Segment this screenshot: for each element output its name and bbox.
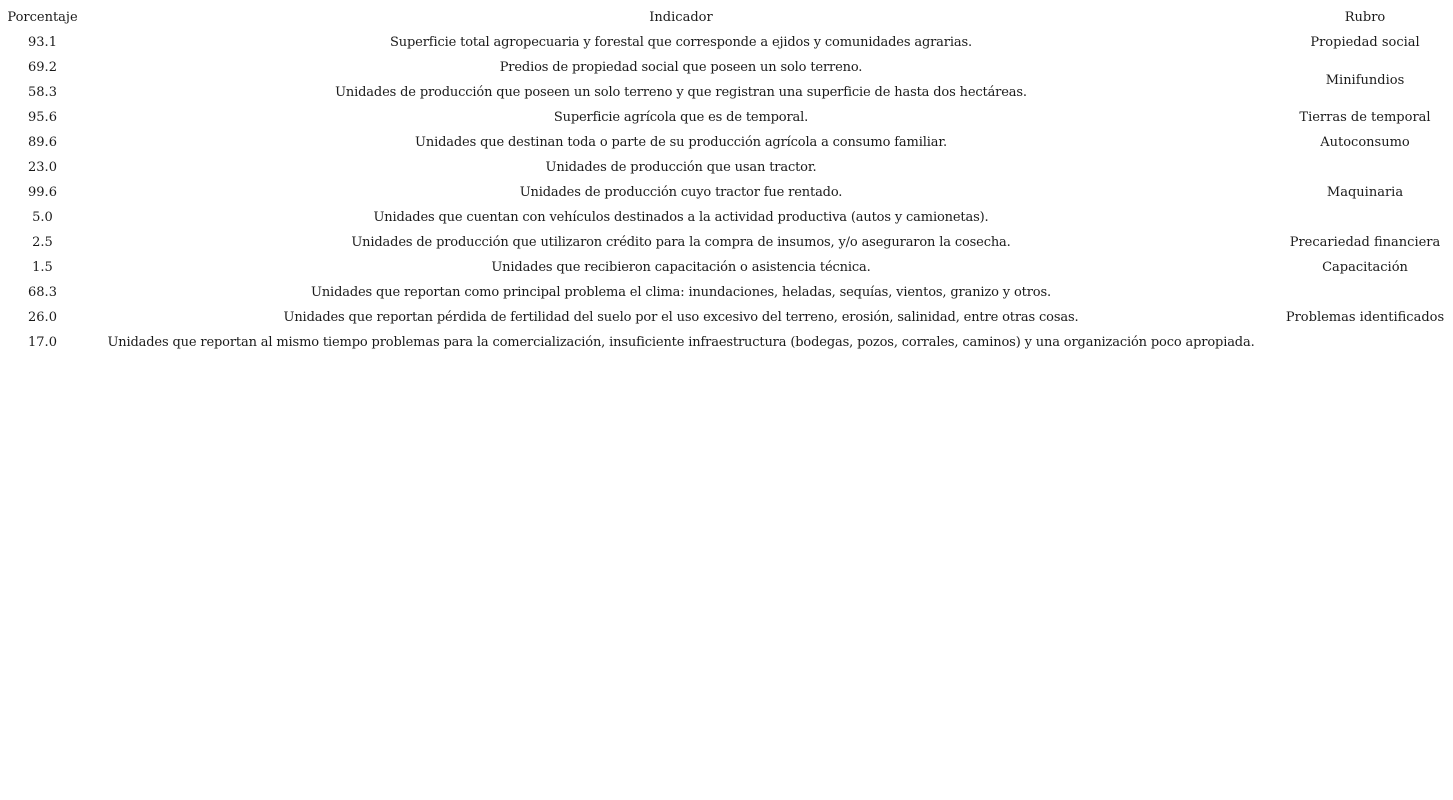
percentage-cell: 69.2 <box>28 60 57 75</box>
header-percentage: Porcentaje <box>7 9 78 25</box>
indicator-cell: Unidades de producción cuyo tractor fue rentado. <box>519 185 843 200</box>
percentage-cell: 23.0 <box>28 160 57 175</box>
table-row <box>4 230 1449 255</box>
indicator-cell: Superficie agrícola que es de temporal. <box>553 110 809 125</box>
percentage-cell: 2.5 <box>32 235 53 250</box>
category-cell: Capacitación <box>1322 260 1408 275</box>
percentage-cell: 93.1 <box>28 35 57 50</box>
table-row <box>4 305 1449 330</box>
table-row <box>4 30 1449 55</box>
table-row <box>4 255 1449 280</box>
table-row <box>4 105 1449 130</box>
header-indicator: Indicador <box>649 9 713 25</box>
category-cell: Precariedad financiera <box>1289 235 1441 250</box>
percentage-cell: 17.0 <box>28 335 57 350</box>
table-row <box>4 55 1449 80</box>
percentage-cell: 95.6 <box>28 110 57 125</box>
percentage-cell: 5.0 <box>32 210 53 225</box>
percentage-cell: 1.5 <box>32 260 53 275</box>
category-cell: Autoconsumo <box>1320 135 1410 150</box>
category-cell: Maquinaria <box>1326 185 1404 200</box>
category-cell: Problemas identificados <box>1285 310 1445 325</box>
table-row <box>4 280 1449 305</box>
indicator-cell: Unidades que reportan pérdida de fertilidad del suelo por el uso excesivo del terreno, erosión, salinidad, entre otras cosas. <box>283 310 1079 325</box>
percentage-cell: 89.6 <box>28 135 57 150</box>
table-row <box>4 180 1449 205</box>
percentage-cell: 26.0 <box>28 310 57 325</box>
indicator-cell: Predios de propiedad social que poseen un solo terreno. <box>499 60 863 75</box>
header-row <box>4 4 1449 30</box>
table-row <box>4 205 1449 230</box>
percentage-cell: 68.3 <box>28 285 57 300</box>
indicator-cell: Unidades de producción que utilizaron crédito para la compra de insumos, y/o aseguraron la cosecha. <box>351 235 1011 250</box>
indicator-cell: Unidades que reportan como principal problema el clima: inundaciones, heladas, sequías, vientos, granizo y otros. <box>311 285 1051 300</box>
indicator-cell: Unidades que cuentan con vehículos destinados a la actividad productiva (autos y camionetas). <box>373 210 989 225</box>
percentage-cell: 58.3 <box>28 85 57 100</box>
indicator-cell: Unidades que recibieron capacitación o asistencia técnica. <box>491 260 871 275</box>
header-category: Rubro <box>1344 9 1386 25</box>
table-row <box>4 155 1449 180</box>
percentage-cell: 99.6 <box>28 185 57 200</box>
indicator-cell: Unidades de producción que poseen un solo terreno y que registran una superficie de hasta dos hectáreas. <box>335 85 1027 100</box>
category-cell: Tierras de temporal <box>1299 110 1431 125</box>
category-cell: Propiedad social <box>1310 35 1420 50</box>
indicator-cell: Superficie total agropecuaria y forestal que corresponde a ejidos y comunidades agrarias. <box>390 35 972 50</box>
table-row <box>4 330 1449 355</box>
indicator-cell: Unidades que reportan al mismo tiempo problemas para la comercialización, insuficiente infraestructura (bodegas, pozos, corrales, caminos) y una organización poco apropiada. <box>107 335 1255 350</box>
indicator-cell: Unidades de producción que usan tractor. <box>545 160 817 175</box>
indicator-cell: Unidades que destinan toda o parte de su producción agrícola a consumo familiar. <box>415 135 947 150</box>
table-row <box>4 80 1449 105</box>
table-row <box>4 130 1449 155</box>
indicators-table <box>4 4 1449 355</box>
category-cell: Minifundios <box>1325 72 1405 88</box>
